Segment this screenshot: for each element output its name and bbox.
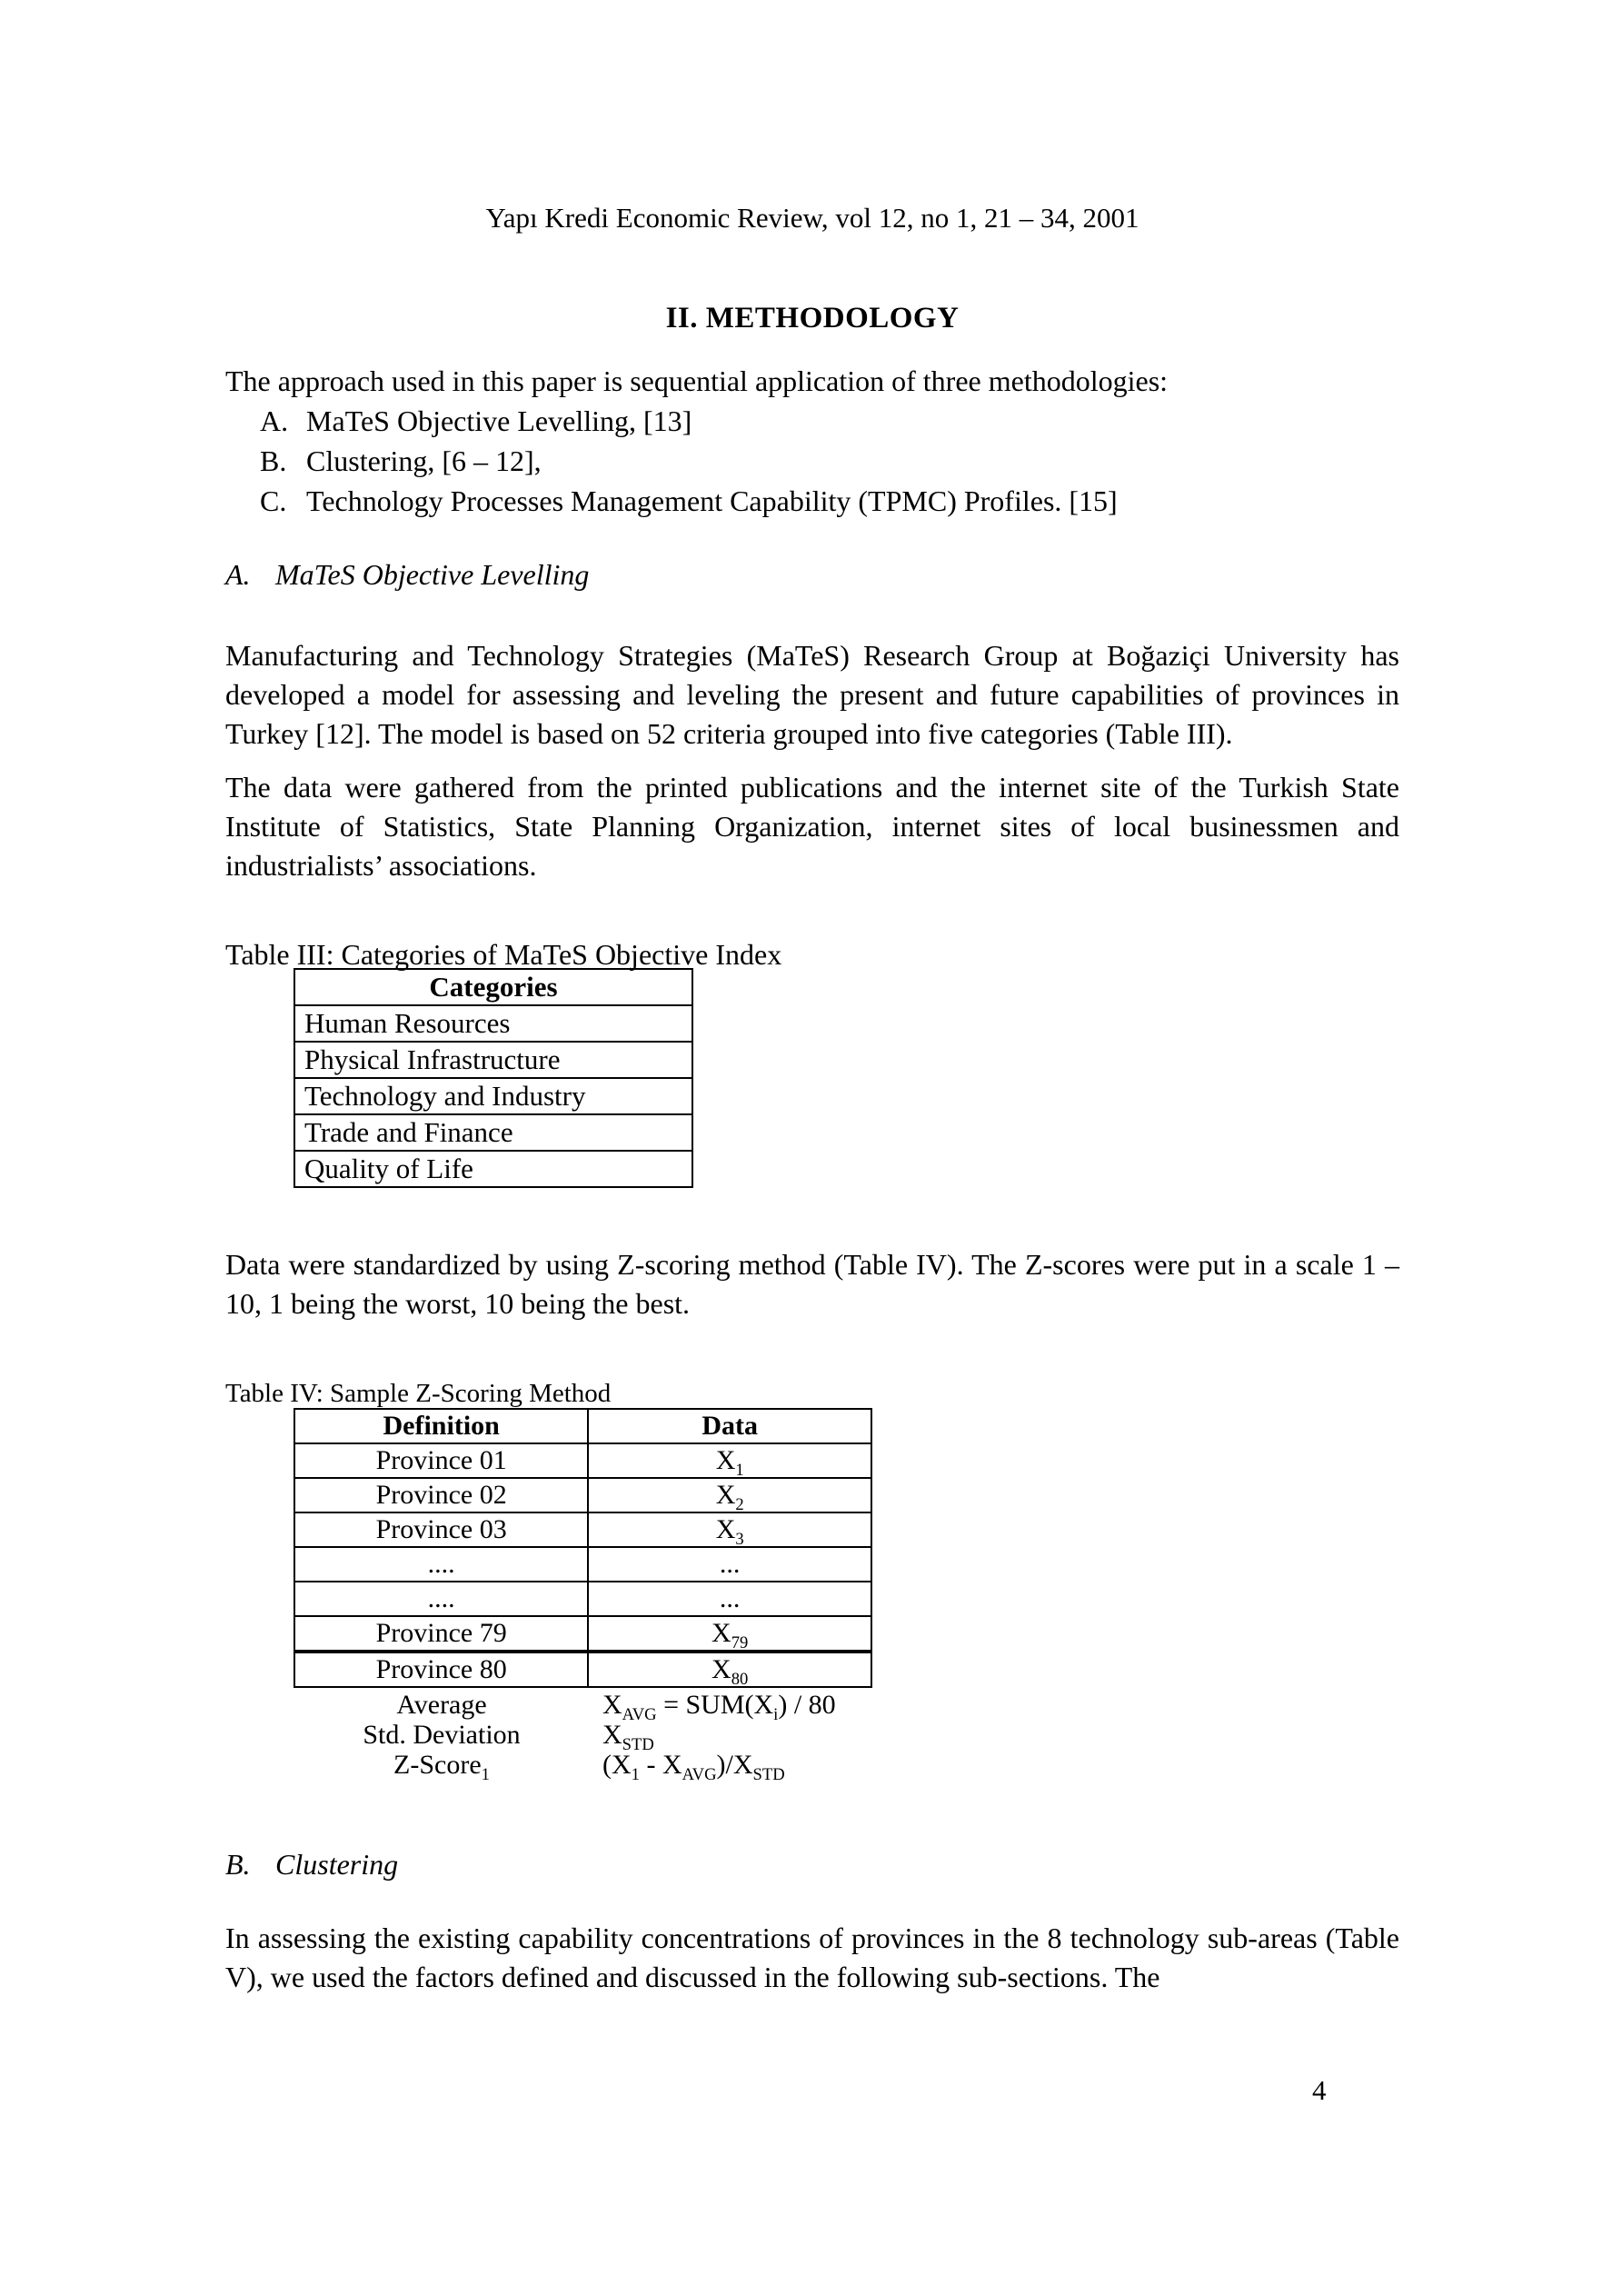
subsection-b-title: Clustering — [275, 1848, 399, 1881]
table-row — [294, 1443, 871, 1478]
paragraph-mates-model: Manufacturing and Technology Strategies (MaTeS) Research Group at Boğaziçi University has developed a model for assessing and leveling the present and future capabilities of provinces in Turkey [12]. The model is based on 52 criteria grouped into five categories (Table III). — [225, 639, 1399, 750]
table-row — [294, 1478, 871, 1512]
table-row — [294, 1582, 871, 1616]
table-row — [294, 1547, 871, 1582]
table-row — [294, 1114, 692, 1151]
stat-row-zscore — [294, 1750, 1399, 1784]
running-header: Yapı Kredi Economic Review, vol 12, no 1, 21 – 34, 2001 — [485, 202, 1139, 234]
stat-label: Z-Score$_1$ — [393, 1750, 490, 1784]
methodology-list — [225, 401, 1399, 521]
subsection-a-label: A. — [225, 558, 251, 591]
intro-paragraph: The approach used in this paper is sequential application of three methodologies: — [225, 364, 1169, 397]
paragraph-zscoring: Data were standardized by using Z-scoring method (Table IV). The Z-scores were put in a scale 1 – 10, 1 being the worst, 10 being the best. — [225, 1248, 1399, 1320]
table3-header-cell: Categories — [294, 969, 692, 1005]
table4-col-header-definition: Definition — [294, 1409, 588, 1443]
definition-cell: .... — [294, 1582, 588, 1616]
stat-formula: $(X_1 - X_{AVG})/X_{STD}$ — [602, 1750, 785, 1784]
stat-row-average — [294, 1690, 1399, 1724]
stat-row-std-deviation — [294, 1720, 1399, 1754]
category-cell: Trade and Finance — [294, 1114, 692, 1151]
table-row — [294, 1151, 692, 1187]
definition-cell: Province 80 — [294, 1652, 588, 1687]
data-cell: $X_2$ — [588, 1478, 871, 1512]
list-item-text: Technology Processes Management Capability (TPMC) Profiles. [15] — [306, 484, 1118, 517]
zscore-statistics — [294, 1690, 1399, 1784]
definition-cell: Province 03 — [294, 1512, 588, 1547]
table-zscoring — [294, 1408, 872, 1688]
table-row — [294, 1078, 692, 1114]
list-item — [225, 401, 1399, 441]
definition-cell: Province 01 — [294, 1443, 588, 1478]
table3-caption: Table III: Categories of MaTeS Objective Index — [225, 938, 782, 971]
stat-formula: $X_{STD}$ — [602, 1720, 654, 1754]
definition-cell: .... — [294, 1547, 588, 1582]
list-item — [225, 441, 1399, 481]
table-row — [294, 1042, 692, 1078]
paragraph-data-sources: The data were gathered from the printed publications and the internet site of the Turkish State Institute of Statistics, State Planning Organization, internet sites of local businessmen and industrialists’ associations. — [225, 771, 1399, 882]
list-item-text: MaTeS Objective Levelling, [13] — [306, 404, 692, 437]
table-header-row — [294, 969, 692, 1005]
category-cell: Human Resources — [294, 1005, 692, 1042]
table-row — [294, 1005, 692, 1042]
subsection-a-title: MaTeS Objective Levelling — [275, 558, 590, 591]
subsection-b-heading — [225, 1845, 1399, 1883]
category-cell: Physical Infrastructure — [294, 1042, 692, 1078]
stat-label: Average — [396, 1690, 487, 1720]
data-cell: $X_1$ — [588, 1443, 871, 1478]
category-cell: Quality of Life — [294, 1151, 692, 1187]
section-title: II. METHODOLOGY — [665, 302, 960, 334]
table-row — [294, 1652, 871, 1687]
table4-col-header-data: Data — [588, 1409, 871, 1443]
list-item-text: Clustering, [6 – 12], — [306, 444, 542, 477]
definition-cell: Province 02 — [294, 1478, 588, 1512]
list-item — [225, 481, 1399, 521]
data-cell: $X_{80}$ — [588, 1652, 871, 1687]
category-cell: Technology and Industry — [294, 1078, 692, 1114]
page-number: 4 — [1312, 2074, 1327, 2106]
data-cell: $X_{79}$ — [588, 1616, 871, 1652]
table-categories — [294, 968, 693, 1188]
data-cell: ... — [588, 1582, 871, 1616]
data-cell: $X_3$ — [588, 1512, 871, 1547]
paragraph-clustering: In assessing the existing capability concentrations of provinces in the 8 technology sub-areas (Table V), we used the factors defined and discussed in the following sub-sections. The — [225, 1922, 1399, 1993]
stat-label: Std. Deviation — [363, 1720, 521, 1750]
subsection-b-label: B. — [225, 1848, 251, 1881]
data-cell: ... — [588, 1547, 871, 1582]
list-item-label: C. — [260, 484, 287, 517]
definition-cell: Province 79 — [294, 1616, 588, 1652]
table-row — [294, 1512, 871, 1547]
subsection-a-heading — [225, 555, 1399, 594]
table-header-row — [294, 1409, 871, 1443]
list-item-label: B. — [260, 444, 287, 477]
table4-caption: Table IV: Sample Z-Scoring Method — [225, 1379, 612, 1408]
table-row — [294, 1616, 871, 1652]
stat-formula: $X_{AVG} = SUM(X_i) / 80$ — [602, 1690, 836, 1724]
list-item-label: A. — [260, 404, 289, 437]
